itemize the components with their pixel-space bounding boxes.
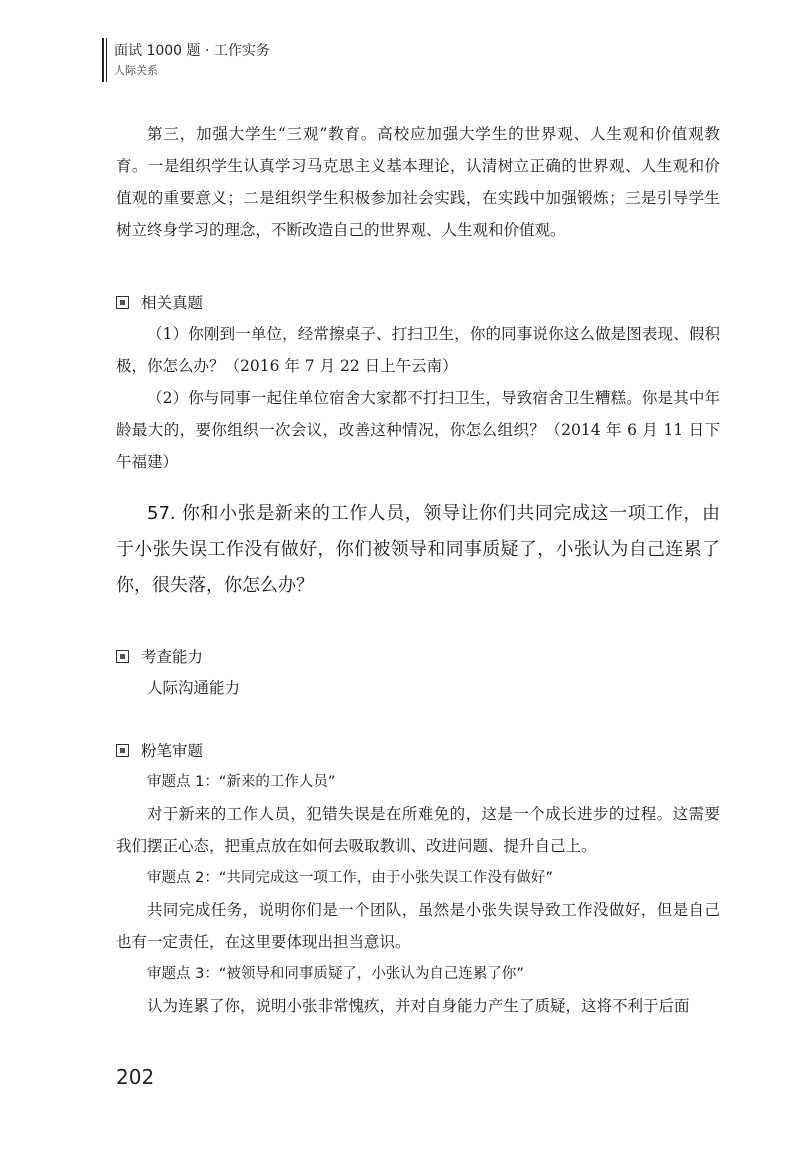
question-57: 57. 你和小张是新来的工作人员，领导让你们共同完成这一项工作，由于小张失误工作没有做好，你们被领导和同事质疑了，小张认为自己连累了你，很失落，你怎么办？ [116, 503, 720, 596]
book-title: 面试 1000 题 · 工作实务 [114, 43, 270, 59]
intro-paragraph: 第三，加强大学生“三观”教育。高校应加强大学生的世界观、人生观和价值观教育。一是组织学生认真学习马克思主义基本理论，认清树立正确的世界观、人生观和价值观的重要意义；二是组织学生积极参加社会实践，在实践中加强锻炼；三是引导学生树立终身学习的理念，不断改造自己的世界观、人生观和价值观。 [116, 125, 720, 239]
review-point-2-label: 审题点 2：“共同完成这一项工作，由于小张失误工作没有做好” [147, 870, 553, 886]
pen-icon [116, 744, 129, 757]
chapter-title: 人际关系 [114, 64, 158, 77]
review-point-3-label: 审题点 3：“被领导和同事质疑了，小张认为自己连累了你” [147, 966, 524, 982]
target-icon [116, 650, 129, 663]
page-content [116, 118, 720, 1022]
review-point-1-label: 审题点 1：“新来的工作人员” [147, 774, 336, 790]
review-heading-label: 粉笔审题 [141, 742, 204, 760]
page-number: 202 [116, 1065, 155, 1089]
header-rule-thin [106, 38, 107, 82]
header-rule [102, 38, 104, 82]
related-heading-label: 相关真题 [141, 294, 204, 312]
ability-heading [116, 640, 720, 672]
review-point-2-text: 共同完成任务，说明你们是一个团队，虽然是小张失误导致工作没做好，但是自己也有一定责任，在这里要体现出担当意识。 [116, 901, 720, 951]
ability-heading-label: 考查能力 [141, 648, 204, 666]
review-point-1-text: 对于新来的工作人员，犯错失误是在所难免的，这是一个成长进步的过程。这需要我们摆正心态，把重点放在如何去吸取教训、改进问题、提升自己上。 [116, 805, 720, 855]
review-point-3-text: 认为连累了你，说明小张非常愧疚，并对自身能力产生了质疑，这将不利于后面 [147, 997, 690, 1015]
related-item-2: （2）你与同事一起住单位宿舍大家都不打扫卫生，导致宿舍卫生糟糕。你是其中年龄最大的，要你组织一次会议，改善这种情况，你怎么组织？（2014 年 6 月 11 日下午福建） [116, 389, 720, 471]
related-heading [116, 286, 720, 318]
note-icon [116, 296, 129, 309]
review-heading [116, 734, 720, 766]
related-item-1: （1）你刚到一单位，经常擦桌子、打扫卫生，你的同事说你这么做是图表现、假积极，你怎么办？（2016 年 7 月 22 日上午云南） [116, 325, 720, 375]
ability-text: 人际沟通能力 [147, 679, 241, 697]
